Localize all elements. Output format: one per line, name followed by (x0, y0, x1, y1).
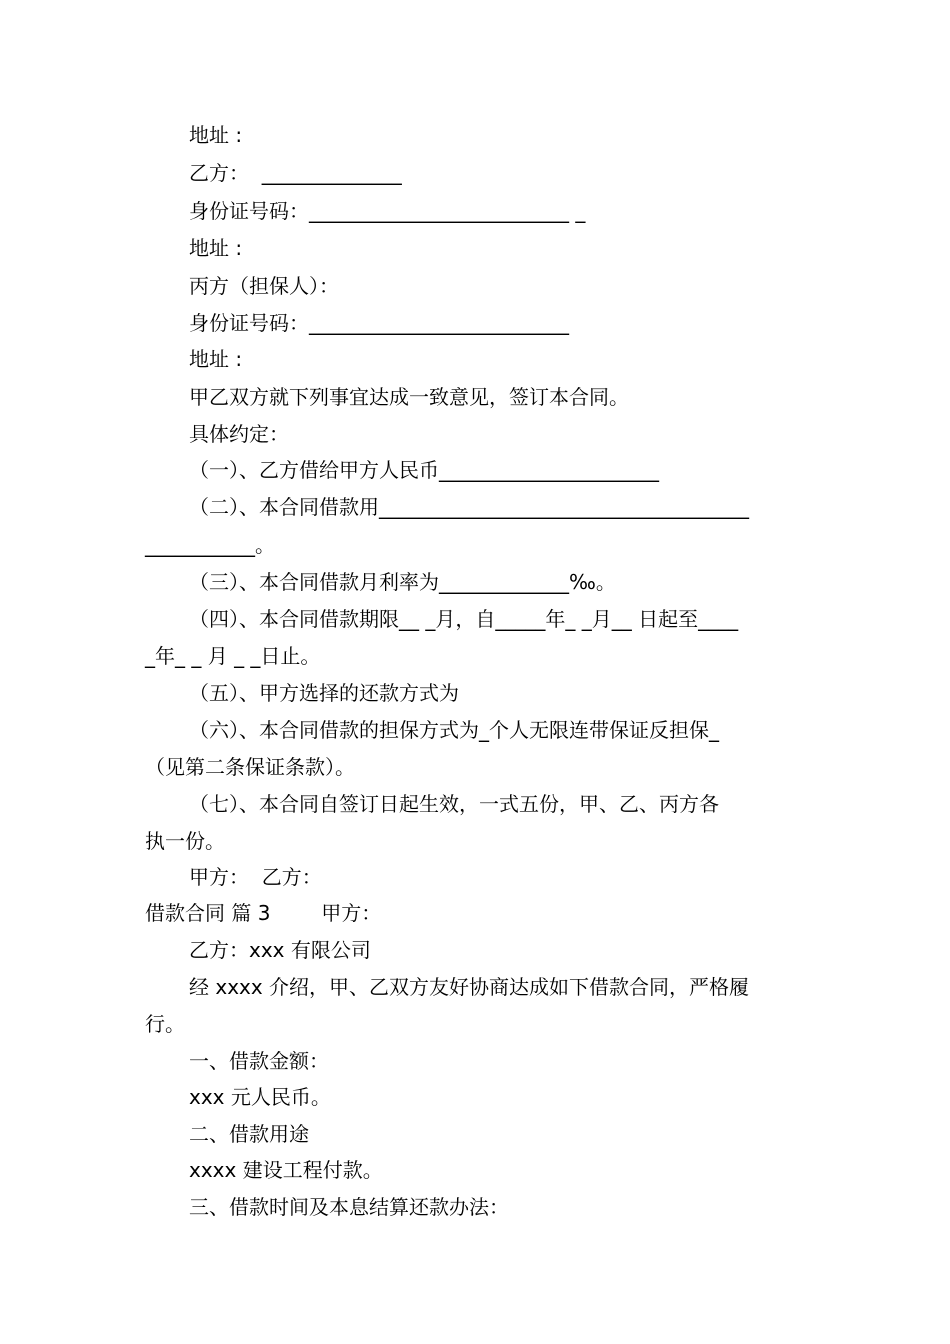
clause-7-cont: 执一份。 (145, 829, 225, 853)
party-b-address-line: 地址 : (189, 236, 243, 260)
address-line-party-a: 地址 : (189, 123, 243, 147)
heading-repayment: 三、借款时间及本息结算还款办法： (189, 1195, 509, 1219)
party-c-id-line: 身份证号码：__________________________ (189, 311, 569, 335)
heading-loan-purpose: 二、借款用途 (189, 1122, 309, 1146)
clause-7: （七）、本合同自签订日起生效，一式五份，甲、乙、丙方各 (189, 792, 719, 816)
signature-line: 甲方： 乙方： (189, 865, 322, 889)
clause-5: （五）、甲方选择的还款方式为 (189, 681, 459, 705)
clause-2-cont: ___________。 (145, 533, 275, 557)
loan-amount-value: xxx 元人民币。 (189, 1085, 331, 1109)
party-b-line: 乙方： ______________ (189, 161, 402, 185)
party-b-company-line: 乙方：xxx 有限公司 (189, 938, 371, 962)
clause-4: （四）、本合同借款期限__ _月，自_____年_ _月__ 日起至____ (189, 607, 739, 631)
clause-1: （一）、乙方借给甲方人民币______________________ (189, 458, 659, 482)
clause-3: （三）、本合同借款月利率为_____________‰。 (189, 570, 616, 594)
clause-4-cont: _年_ _ 月 _ _日止。 (145, 644, 321, 668)
introduction-paragraph-cont: 行。 (145, 1012, 185, 1036)
introduction-paragraph: 经 xxxx 介绍，甲、乙双方友好协商达成如下借款合同，严格履 (189, 975, 750, 999)
party-b-id-line: 身份证号码：__________________________ _ (189, 199, 586, 223)
loan-purpose-value: xxxx 建设工程付款。 (189, 1158, 383, 1182)
heading-loan-amount: 一、借款金额： (189, 1049, 329, 1073)
specific-terms-heading: 具体约定： (189, 422, 289, 446)
clause-6: （六）、本合同借款的担保方式为_个人无限连带保证反担保_ (189, 718, 719, 742)
section-title-contract-3: 借款合同 篇 3 甲方： (145, 901, 382, 925)
party-c-guarantor-line: 丙方（担保人）： (189, 274, 339, 298)
clause-2: （二）、本合同借款用_____________________________________ (189, 495, 749, 519)
clause-6-cont: （见第二条保证条款）。 (145, 755, 355, 779)
agreement-statement: 甲乙双方就下列事宜达成一致意见，签订本合同。 (189, 385, 629, 409)
party-c-address-line: 地址 : (189, 347, 243, 371)
